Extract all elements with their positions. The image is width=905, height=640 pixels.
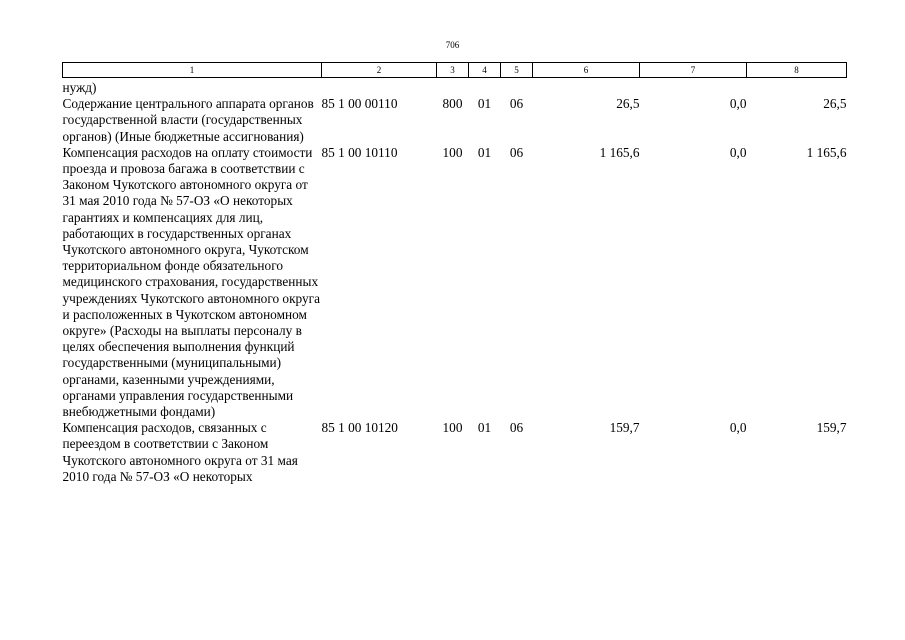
row-rz bbox=[469, 80, 501, 96]
row-pr: 06 bbox=[509, 420, 524, 436]
row-vr: 800 bbox=[442, 96, 463, 112]
row-rz: 01 bbox=[477, 420, 492, 436]
table-row bbox=[63, 420, 847, 485]
row-rz: 01 bbox=[477, 144, 492, 160]
row-sum-2: 0,0 bbox=[729, 420, 747, 436]
column-number-8: 8 bbox=[747, 63, 847, 78]
row-sum-1: 1 165,6 bbox=[599, 144, 640, 160]
row-code: 85 1 00 10110 bbox=[321, 144, 398, 160]
row-name: нужд) bbox=[62, 80, 97, 95]
row-sum-1: 26,5 bbox=[616, 96, 640, 112]
row-sum-2 bbox=[640, 80, 747, 96]
row-sum-1 bbox=[533, 80, 640, 96]
column-number-3: 3 bbox=[437, 63, 469, 78]
budget-table bbox=[62, 62, 847, 485]
column-number-5: 5 bbox=[501, 63, 533, 78]
column-number-2: 2 bbox=[322, 63, 437, 78]
row-name: Компенсация расходов, связанных с переездом в соответствии с Законом Чукотского автономного округа от 31 мая 2010 года № 57-ОЗ «О некоторых bbox=[62, 420, 298, 484]
row-name: Содержание центрального аппарата органов государственной власти (государственных органов) (Иные бюджетные ассигнования) bbox=[62, 96, 314, 144]
column-number-6: 6 bbox=[533, 63, 640, 78]
column-number-7: 7 bbox=[640, 63, 747, 78]
row-vr: 100 bbox=[442, 420, 463, 436]
page-number: 706 bbox=[445, 40, 460, 50]
column-number-row bbox=[63, 63, 847, 78]
row-sum-2: 0,0 bbox=[729, 144, 747, 160]
row-sum-1: 159,7 bbox=[609, 420, 640, 436]
row-code: 85 1 00 00110 bbox=[321, 96, 398, 112]
row-sum-3: 1 165,6 bbox=[806, 144, 847, 160]
table-row bbox=[63, 96, 847, 145]
row-rz: 01 bbox=[477, 96, 492, 112]
row-pr: 06 bbox=[509, 144, 524, 160]
row-pr bbox=[501, 80, 533, 96]
row-vr bbox=[437, 80, 469, 96]
row-sum-3: 159,7 bbox=[816, 420, 847, 436]
table-row bbox=[63, 80, 847, 96]
column-number-4: 4 bbox=[469, 63, 501, 78]
row-sum-3 bbox=[747, 80, 847, 96]
row-pr: 06 bbox=[509, 96, 524, 112]
row-sum-3: 26,5 bbox=[823, 96, 847, 112]
row-code bbox=[322, 80, 437, 96]
row-vr: 100 bbox=[442, 144, 463, 160]
row-name: Компенсация расходов на оплату стоимости проезда и провоза багажа в соответствии с Законом Чукотского автономного округа от 31 мая 2010 года № 57-ОЗ «О некоторых гарантиях и компенсациях для лиц, работающих в государственных органах Чукотского автономного округа, Чукотском территориальном фонде обязательного медицинского страхования, государственных учреждениях Чукотского автономного округа и расположенных в Чукотском автономном округе» (Расходы на выплаты персоналу в целях обеспечения выполнения функций государственными (муниципальными) органами, казенными учреждениями, органами управления государственными внебюджетными фондами) bbox=[62, 144, 321, 420]
column-number-1: 1 bbox=[63, 63, 322, 78]
row-sum-2: 0,0 bbox=[729, 96, 747, 112]
row-code: 85 1 00 10120 bbox=[321, 420, 398, 436]
table-row bbox=[63, 145, 847, 420]
